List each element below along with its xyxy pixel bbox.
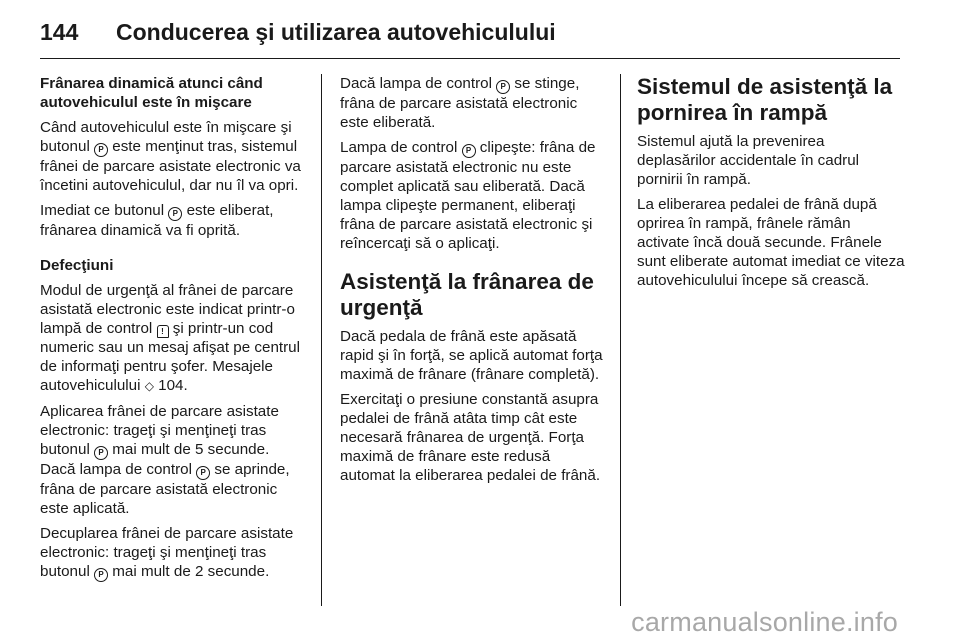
paragraph: Când autovehiculul este în mişcare şi butonul P este menţinut tras, sistemul frânei de parcare asistate electronic va încetini autovehiculul, dar nu îl va opri.: [40, 119, 301, 194]
page-header: [40, 14, 900, 50]
column-divider-2: [620, 74, 621, 606]
page-title: Conducerea şi utilizarea autovehiculului: [116, 18, 556, 45]
paragraph: Exercitaţi o presiune constantă asupra pedalei de frână atâta timp cât este necesară frânarea de urgenţă. Forţa maximă de frânare este redusă automat la eliberarea pedalei de frână.: [340, 391, 601, 484]
paragraph: Modul de urgenţă al frânei de parcare asistată electronic este indicat printr-o lampă de control ! şi printr-un cod numeric sau un mesaj afişat pe centrul de informaţi pentru şofer. Mesajele autovehiculului ◇ 104.: [40, 282, 301, 394]
column-divider-1: [321, 74, 322, 606]
parking-brake-icon: P: [94, 143, 108, 157]
subheading-faults: Defecţiuni: [40, 257, 114, 274]
paragraph: Dacă lampa de control P se stinge, frâna de parcare asistată electronic este eliberată.: [340, 75, 580, 131]
parking-brake-icon: P: [94, 568, 108, 582]
parking-brake-icon: P: [94, 446, 108, 460]
section-heading-hill-start-assist: Sistemul de asistenţă la pornirea în rampă: [637, 74, 893, 125]
page-number: 144: [40, 18, 79, 45]
column-1: [40, 74, 308, 588]
header-rule: [40, 58, 900, 59]
parking-brake-icon: P: [196, 466, 210, 480]
subheading-dynamic-braking: Frânarea dinamică atunci când autovehiculul este în mişcare: [40, 75, 263, 111]
paragraph: Sistemul ajută la prevenirea deplasărilor accidentale în cadrul pornirii în rampă.: [637, 133, 860, 188]
paragraph: Dacă pedala de frână este apăsată rapid şi în forţă, se aplică automat forţa maximă de frânare (frânare completă).: [340, 328, 603, 383]
column-3: [637, 74, 905, 296]
paragraph: La eliberarea pedalei de frână după oprirea în rampă, frânele rămân activate încă două secunde. Frânele sunt eliberate automat imediat ce viteza autovehiculului începe să crească.: [637, 196, 905, 289]
paragraph: Imediat ce butonul P este eliberat, frânarea dinamică va fi oprită.: [40, 202, 274, 239]
watermark: carmanualsonline.info: [631, 607, 898, 637]
parking-brake-icon: P: [496, 80, 510, 94]
warning-lamp-icon: !: [157, 325, 169, 338]
parking-brake-icon: P: [462, 144, 476, 158]
paragraph: Aplicarea frânei de parcare asistate electronic: trageţi şi menţineţi tras butonul P mai mult de 5 secunde. Dacă lampa de control P se aprinde, frâna de parcare asistată electronic este aplicată.: [40, 403, 290, 517]
section-heading-emergency-brake-assist: Asistenţă la frânarea de urgenţă: [340, 269, 594, 320]
parking-brake-icon: P: [168, 207, 182, 221]
paragraph: Lampa de control P clipeşte: frâna de parcare asistată electronic nu este complet aplicată sau eliberată. Dacă lampa clipeşte permanent, eliberaţi frâna de parcare asistată electronic şi reîncercaţi să o aplicaţi.: [340, 139, 596, 252]
column-2: [340, 74, 608, 491]
page-reference-arrow-icon: ◇: [144, 379, 154, 393]
paragraph: Decuplarea frânei de parcare asistate electronic: trageţi şi menţineţi tras butonul P mai mult de 2 secunde.: [40, 525, 294, 580]
